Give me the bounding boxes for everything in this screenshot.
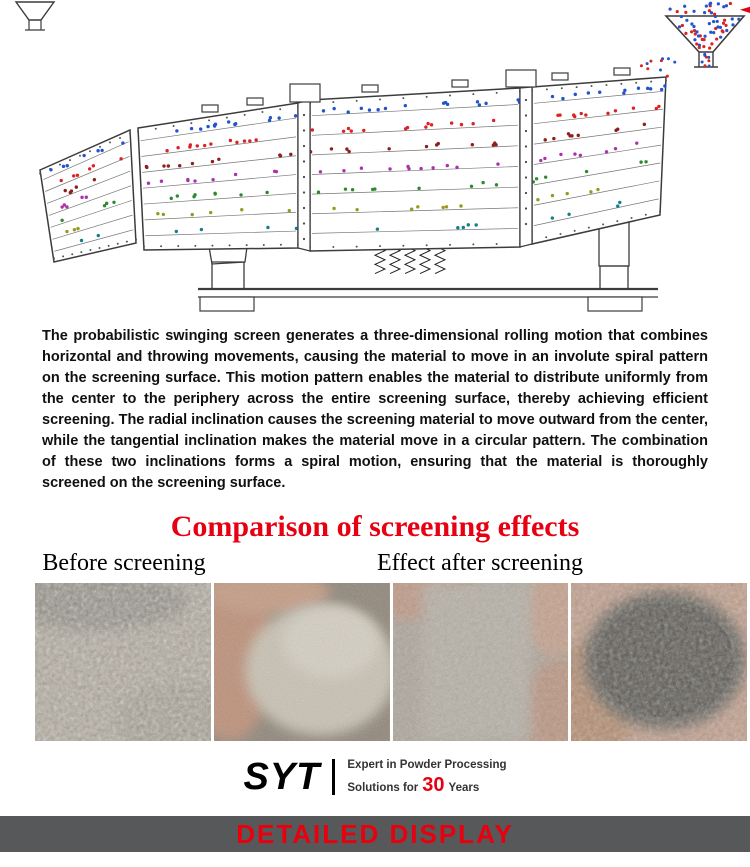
logo-text: SYT [243, 755, 321, 798]
logo-divider [332, 759, 335, 795]
after-screening-label: Effect after screening [376, 550, 584, 576]
logo-tagline [347, 757, 506, 798]
tagline-line2 [347, 775, 506, 798]
tagline-line1: Expert in Powder Processing [347, 758, 507, 771]
after-material-image-3 [571, 583, 747, 741]
comparison-labels [35, 550, 747, 577]
tagline-prefix: Solutions for [347, 781, 419, 794]
after-material-image-1 [214, 583, 390, 741]
footer-banner [0, 816, 750, 852]
comparison-title: Comparison of screening effects [170, 510, 580, 543]
before-material-image [35, 583, 211, 741]
photo-after-screening-1 [214, 583, 390, 741]
footer-label: DETAILED DISPLAY [236, 818, 514, 849]
machine-diagram [0, 0, 750, 320]
photo-before-screening [35, 583, 211, 741]
description-paragraph: The probabilistic swinging screen generates a three-dimensional rolling motion that combines horizontal and throwing movements, causing the material to move in an involute spiral pattern on the screening surface. This motion pattern enables the material to distribute uniformly from the center to the periphery across the entire screening surface, thereby achieving efficient screening. The radial inclination causes the screening material to move outward from the center, while the tangential inclination makes the material move in a circular pattern. The combination of these two inclinations forms a spiral motion, ensuring that the material is thoroughly screened on the screening surface. [42, 328, 708, 491]
tagline-highlight: 30 [422, 773, 445, 796]
before-screening-label: Before screening [42, 550, 206, 576]
brand-logo [0, 755, 750, 799]
photo-after-screening-3 [571, 583, 747, 741]
photos-row [35, 583, 747, 741]
photo-after-screening-2 [393, 583, 569, 741]
swinging-screen-drawing [0, 0, 750, 320]
tagline-suffix: Years [448, 781, 480, 794]
after-material-image-2 [393, 583, 569, 741]
